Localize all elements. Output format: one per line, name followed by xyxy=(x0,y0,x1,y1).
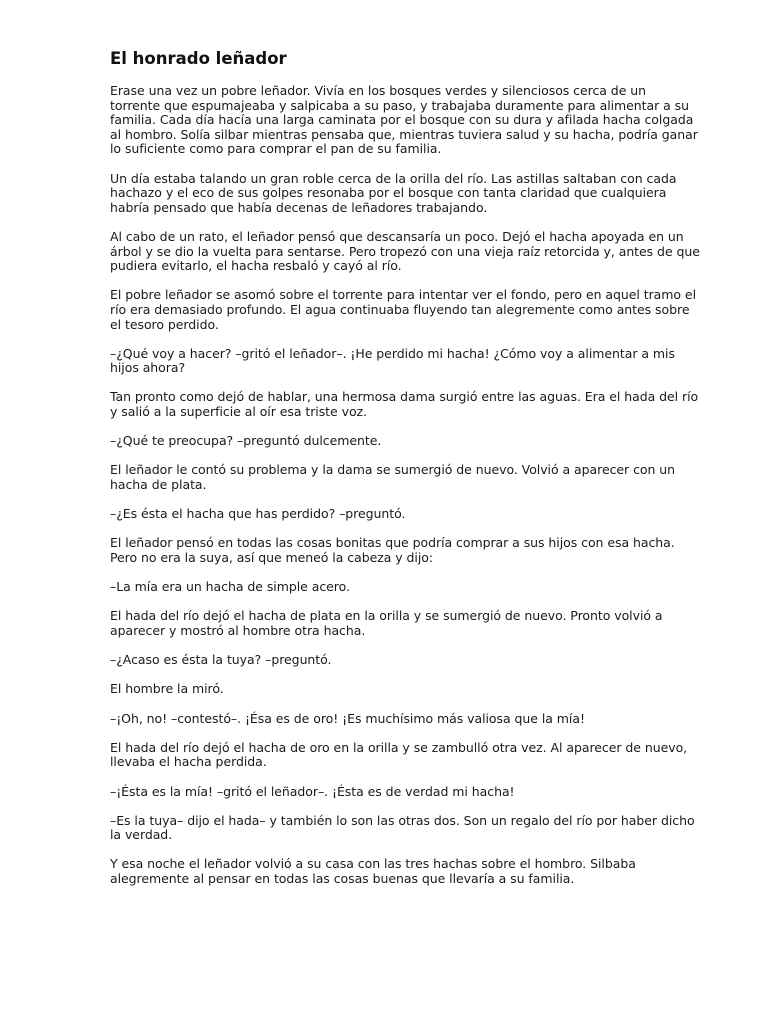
paragraph: Tan pronto como dejó de hablar, una hermosa dama surgió entre las aguas. Era el hada del río y salió a la superficie al oír esa triste voz. xyxy=(110,389,699,420)
dialogue-paragraph: –¿Qué te preocupa? –preguntó dulcemente. xyxy=(110,433,382,449)
paragraph: Erase una vez un pobre leñador. Vivía en los bosques verdes y silenciosos cerca de un torrente que espumajeaba y salpicaba a su paso, y trabajaba duramente para alimentar a su familia. Cada día hacía una larga caminata por el bosque con su dura y afilada hacha colgada al hombro. Solía silbar mientras pensaba que, mientras tuviera salud y su hacha, podría ganar lo suficiente como para comprar el pan de su familia. xyxy=(110,83,698,157)
dialogue-paragraph: –Es la tuya– dijo el hada– y también lo son las otras dos. Son un regalo del río por haber dicho la verdad. xyxy=(110,812,695,843)
paragraph: Y esa noche el leñador volvió a su casa con las tres hachas sobre el hombro. Silbaba alegremente al pensar en todas las cosas buenas que llevaría a su familia. xyxy=(110,856,636,887)
document-page xyxy=(110,48,700,901)
paragraph: El hada del río dejó el hacha de oro en la orilla y se zambulló otra vez. Al aparecer de nuevo, llevaba el hacha perdida. xyxy=(110,739,688,770)
dialogue-paragraph: –¿Qué voy a hacer? –gritó el leñador–. ¡He perdido mi hacha! ¿Cómo voy a alimentar a mis hijos ahora? xyxy=(110,345,675,376)
dialogue-paragraph: –¿Es ésta el hacha que has perdido? –preguntó. xyxy=(110,506,406,522)
paragraph: El leñador pensó en todas las cosas bonitas que podría comprar a sus hijos con esa hacha. Pero no era la suya, así que meneó la cabeza y dijo: xyxy=(110,535,675,565)
paragraph: El pobre leñador se asomó sobre el torrente para intentar ver el fondo, pero en aquel tramo el río era demasiado profundo. El agua continuaba fluyendo tan alegremente como antes sobre el tesoro perdido. xyxy=(110,287,696,332)
dialogue-paragraph: –La mía era un hacha de simple acero. xyxy=(110,579,350,595)
document-title: El honrado leñador xyxy=(110,49,287,68)
paragraph: El hombre la miró. xyxy=(110,681,224,697)
dialogue-paragraph: –¡Ésta es la mía! –gritó el leñador–. ¡Ésta es de verdad mi hacha! xyxy=(110,783,515,799)
paragraph: El leñador le contó su problema y la dama se sumergió de nuevo. Volvió a aparecer con un hacha de plata. xyxy=(110,462,676,493)
paragraph: Al cabo de un rato, el leñador pensó que descansaría un poco. Dejó el hacha apoyada en un árbol y se dio la vuelta para sentarse. Pero tropezó con una vieja raíz retorcida y, antes de que pudiera evitarlo, el hacha resbaló y cayó al río. xyxy=(110,228,700,274)
dialogue-paragraph: –¡Oh, no! –contestó–. ¡Ésa es de oro! ¡Es muchísimo más valiosa que la mía! xyxy=(110,710,585,726)
paragraph: El hada del río dejó el hacha de plata en la orilla y se sumergió de nuevo. Pronto volvió a aparecer y mostró al hombre otra hacha. xyxy=(110,608,663,638)
dialogue-paragraph: –¿Acaso es ésta la tuya? –preguntó. xyxy=(110,652,332,668)
paragraph: Un día estaba talando un gran roble cerca de la orilla del río. Las astillas saltaban con cada hachazo y el eco de sus golpes resonaba por el bosque con tanta claridad que cualquiera habría pensado que había decenas de leñadores trabajando. xyxy=(110,170,677,215)
